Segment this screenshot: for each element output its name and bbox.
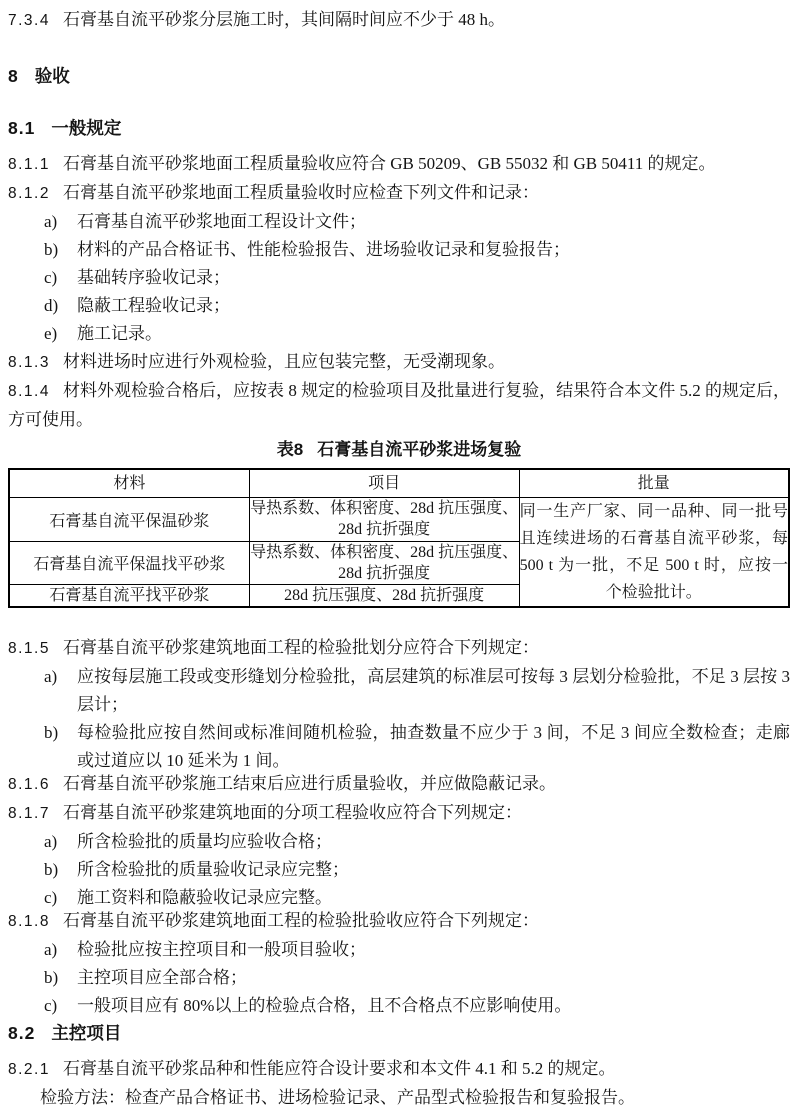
items-cell: 导热系数、体积密度、28d 抗压强度、28d 抗折强度	[249, 498, 519, 542]
list-text: 所含检验批的质量验收记录应完整；	[77, 860, 349, 879]
list-marker: d)	[44, 296, 59, 315]
clause-number: 8.1.8	[8, 913, 50, 930]
clause-text: 石膏基自流平砂浆建筑地面工程的检验批划分应符合下列规定：	[62, 638, 539, 657]
clause-text: 石膏基自流平砂浆分层施工时，其间隔时间应不少于 48 h。	[62, 10, 505, 29]
table-caption-text: 石膏基自流平砂浆进场复验	[317, 440, 522, 459]
list-marker: b)	[44, 723, 59, 742]
section-number: 8	[8, 66, 19, 86]
list-item	[8, 936, 790, 964]
list-item	[8, 236, 790, 264]
list-text: 主控项目应全部合格；	[77, 968, 247, 987]
list-item	[8, 292, 790, 320]
list-marker: b)	[44, 968, 59, 987]
table-caption-label: 表8	[276, 440, 304, 459]
list-text: 应按每层施工段或变形缝划分检验批，高层建筑的标准层可按每 3 层划分检验批，不足 3 层按 3 层计；	[77, 667, 790, 714]
section-heading-8-1	[8, 115, 790, 141]
inspection-method-text: 检验方法：检查产品合格证书、进场检验记录、产品型式检验报告和复验报告。	[40, 1088, 635, 1107]
list-text: 材料的产品合格证书、性能检验报告、进场验收记录和复验报告；	[77, 240, 570, 259]
list-marker: a)	[44, 832, 58, 851]
items-cell: 导热系数、体积密度、28d 抗压强度、28d 抗折强度	[249, 541, 519, 585]
section-title: 验收	[34, 66, 70, 86]
list-item	[8, 964, 790, 992]
items-cell: 28d 抗压强度、28d 抗折强度	[249, 585, 519, 607]
clause-text: 石膏基自流平砂浆建筑地面工程的检验批验收应符合下列规定：	[62, 911, 539, 930]
list-item	[8, 992, 790, 1020]
clause-8-1-1	[8, 150, 790, 179]
list-text: 检验批应按主控项目和一般项目验收；	[77, 940, 366, 959]
list-text: 隐蔽工程验收记录；	[77, 296, 230, 315]
list-item	[8, 663, 790, 719]
clause-number: 8.1.2	[8, 185, 50, 202]
list-marker: c)	[44, 888, 58, 907]
list-item	[8, 264, 790, 292]
clause-number: 8.1.5	[8, 640, 50, 657]
clause-8-2-1	[8, 1055, 790, 1084]
list-item	[8, 884, 790, 912]
list-marker: e)	[44, 324, 58, 343]
list-text: 施工记录。	[77, 324, 162, 343]
clause-text: 材料进场时应进行外观检验，且应包装完整，无受潮现象。	[62, 352, 505, 371]
table-row	[9, 498, 789, 542]
list-marker: c)	[44, 996, 58, 1015]
list-marker: b)	[44, 860, 59, 879]
clause-8-1-4	[8, 377, 790, 434]
list-text: 石膏基自流平砂浆地面工程设计文件；	[77, 212, 366, 231]
list-text: 所含检验批的质量均应验收合格；	[77, 832, 332, 851]
material-cell: 石膏基自流平保温砂浆	[9, 498, 249, 542]
clause-text: 石膏基自流平砂浆建筑地面的分项工程验收应符合下列规定：	[62, 803, 522, 822]
material-cell: 石膏基自流平保温找平砂浆	[9, 541, 249, 585]
clause-text: 材料外观检验合格后，应按表 8 规定的检验项目及批量进行复验，结果符合本文件 5.2 的规定后，方可使用。	[8, 381, 790, 429]
clause-number: 8.1.1	[8, 156, 50, 173]
material-cell: 石膏基自流平找平砂浆	[9, 585, 249, 607]
clause-number: 8.1.7	[8, 805, 50, 822]
clause-number: 8.2.1	[8, 1061, 50, 1078]
clause-8-1-5	[8, 634, 790, 663]
table-header-row	[9, 469, 789, 498]
list-item	[8, 208, 790, 236]
list-marker: b)	[44, 240, 59, 259]
list-item	[8, 856, 790, 884]
column-header-item: 项目	[249, 469, 519, 498]
clause-7-3-4	[8, 6, 790, 35]
table-caption	[8, 438, 790, 462]
list-item	[8, 320, 790, 348]
clause-text: 石膏基自流平砂浆地面工程质量验收时应检查下列文件和记录：	[62, 183, 539, 202]
list-text: 一般项目应有 80%以上的检验点合格，且不合格点不应影响使用。	[77, 996, 572, 1015]
clause-8-1-3	[8, 348, 790, 377]
list-marker: c)	[44, 268, 58, 287]
clause-text: 石膏基自流平砂浆地面工程质量验收应符合 GB 50209、GB 55032 和 GB 50411 的规定。	[62, 154, 716, 173]
section-title: 一般规定	[51, 118, 122, 138]
clause-number: 7.3.4	[8, 12, 50, 29]
section-number: 8.1	[8, 118, 36, 138]
section-heading-8	[8, 63, 790, 89]
list-marker: a)	[44, 212, 58, 231]
clause-text: 石膏基自流平砂浆施工结束后应进行质量验收，并应做隐蔽记录。	[62, 774, 556, 793]
list-marker: a)	[44, 940, 58, 959]
column-header-batch: 批量	[519, 469, 789, 498]
list-text: 每检验批应按自然间或标准间随机检验，抽查数量不应少于 3 间，不足 3 间应全数检查；走廊或过道应以 10 延米为 1 间。	[77, 723, 790, 770]
clause-number: 8.1.4	[8, 383, 50, 400]
clause-text: 石膏基自流平砂浆品种和性能应符合设计要求和本文件 4.1 和 5.2 的规定。	[62, 1059, 616, 1078]
list-text: 施工资料和隐蔽验收记录应完整。	[77, 888, 332, 907]
list-item	[8, 719, 790, 775]
table-8-reinspection	[8, 468, 790, 608]
clause-8-1-2	[8, 179, 790, 208]
section-number: 8.2	[8, 1023, 36, 1043]
column-header-material: 材料	[9, 469, 249, 498]
clause-number: 8.1.3	[8, 354, 50, 371]
batch-cell: 同一生产厂家、同一品种、同一批号且连续进场的石膏基自流平砂浆，每 500 t 为一批，不足 500 t 时，应按一个检验批计。	[519, 498, 789, 608]
section-heading-8-2	[8, 1020, 790, 1046]
section-title: 主控项目	[51, 1023, 122, 1043]
list-item	[8, 828, 790, 856]
clause-8-1-7	[8, 799, 790, 828]
list-marker: a)	[44, 667, 58, 686]
clause-number: 8.1.6	[8, 776, 50, 793]
list-text: 基础转序验收记录；	[77, 268, 230, 287]
